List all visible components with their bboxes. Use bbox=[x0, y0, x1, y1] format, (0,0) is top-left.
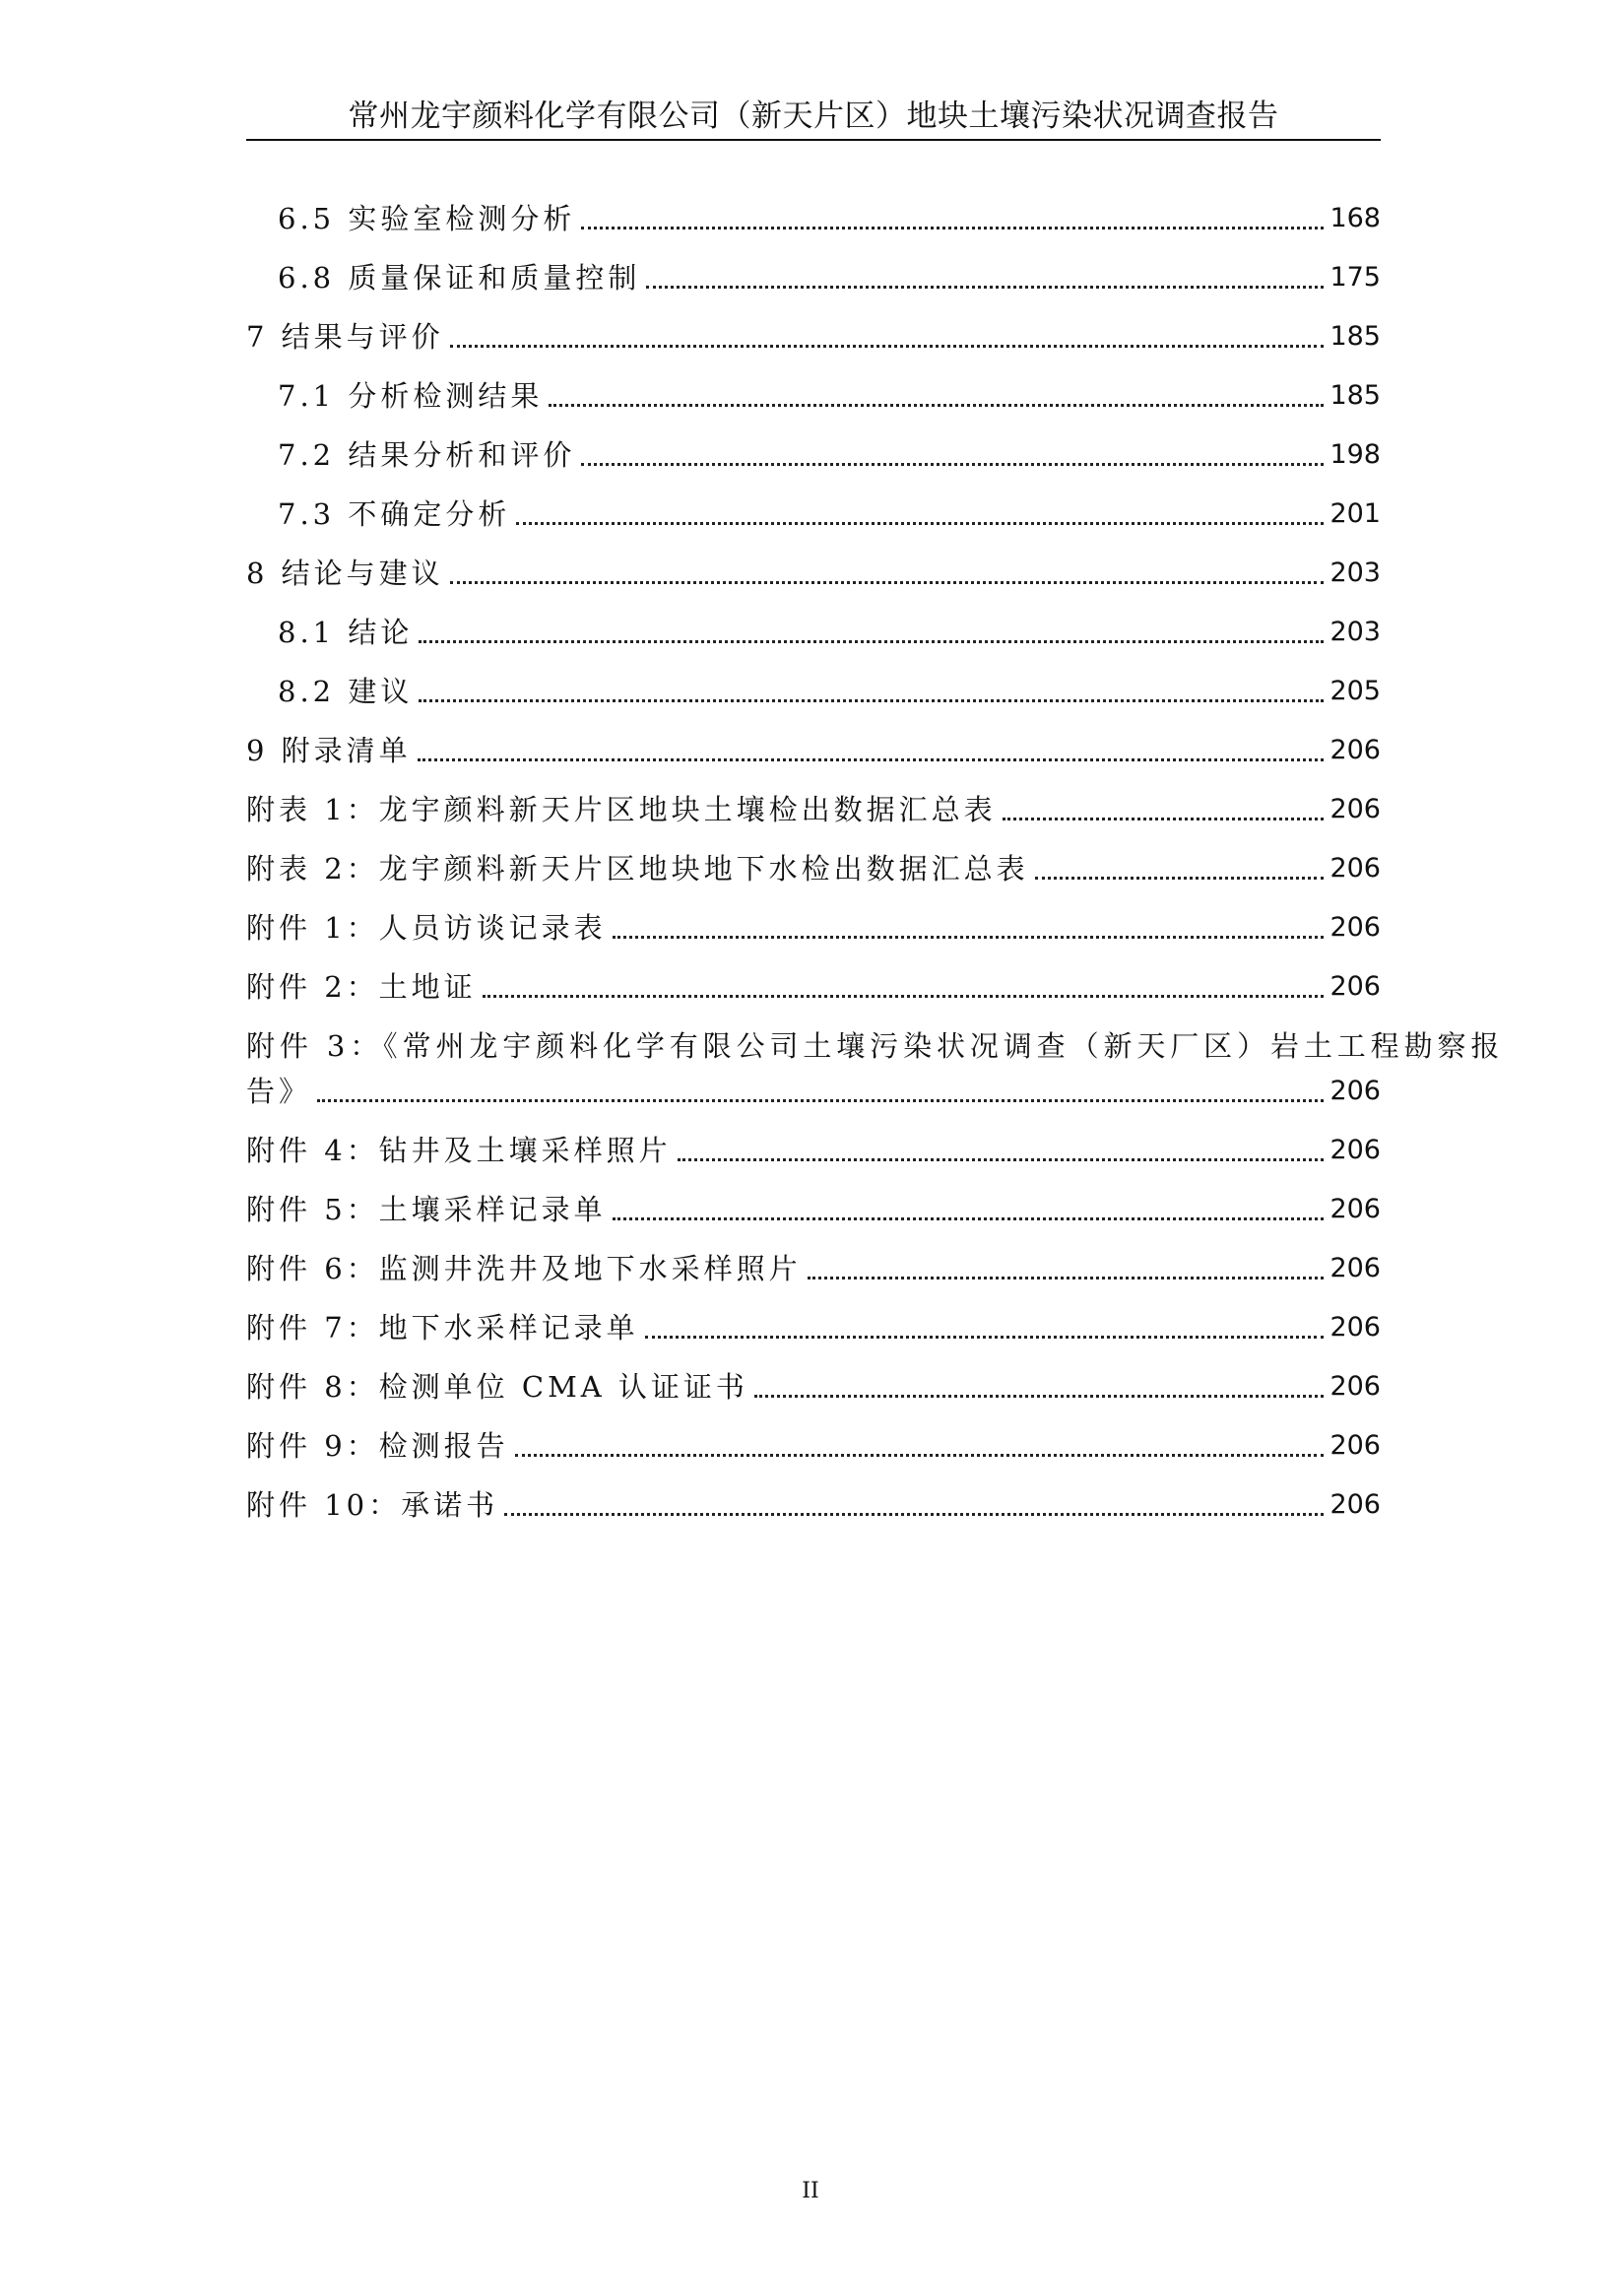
toc-entry-page: 206 bbox=[1329, 912, 1381, 943]
toc-dot-leader bbox=[646, 286, 1324, 289]
toc-entry-label: 附表 2：龙宇颜料新天片区地块地下水检出数据汇总表 bbox=[246, 852, 1029, 886]
toc-entry-label: 6.5 实验室检测分析 bbox=[278, 202, 576, 235]
toc-entry-attachment-6[interactable] bbox=[246, 1247, 1381, 1290]
toc-entry-label: 7.2 结果分析和评价 bbox=[278, 438, 576, 472]
toc-dot-leader bbox=[450, 581, 1325, 584]
toc-entry-label: 8.2 建议 bbox=[278, 675, 414, 708]
toc-dot-leader bbox=[450, 345, 1325, 348]
page-header-title: 常州龙宇颜料化学有限公司（新天片区）地块土壤污染状况调查报告 bbox=[348, 98, 1279, 134]
toc-entry-attachment-9[interactable] bbox=[246, 1424, 1381, 1468]
toc-entry-page: 206 bbox=[1329, 1135, 1381, 1165]
toc-dot-leader bbox=[549, 404, 1324, 407]
toc-entry-page: 203 bbox=[1329, 558, 1381, 588]
toc-entry-label: 附件 10：承诺书 bbox=[246, 1488, 499, 1522]
toc-entry-page: 206 bbox=[1329, 794, 1381, 824]
toc-entry-page: 206 bbox=[1329, 1489, 1381, 1520]
toc-entry-page: 206 bbox=[1329, 735, 1381, 765]
toc-entry-attachment-7[interactable] bbox=[246, 1306, 1381, 1349]
toc-dot-leader bbox=[808, 1277, 1325, 1279]
toc-entry-7-2[interactable] bbox=[278, 433, 1381, 477]
toc-entry-label: 9 附录清单 bbox=[246, 734, 412, 767]
toc-entry-page: 203 bbox=[1329, 617, 1381, 647]
toc-entry-6-5[interactable] bbox=[278, 197, 1381, 240]
toc-entry-page: 205 bbox=[1329, 676, 1381, 706]
toc-entry-label: 附件 6：监测井洗井及地下水采样照片 bbox=[246, 1252, 802, 1285]
toc-entry-label: 附件 2：土地证 bbox=[246, 970, 477, 1004]
toc-dot-leader bbox=[418, 758, 1325, 761]
toc-entry-label: 7.3 不确定分析 bbox=[278, 497, 511, 531]
toc-entry-label: 附件 7：地下水采样记录单 bbox=[246, 1311, 639, 1345]
toc-entry-label: 7.1 分析检测结果 bbox=[278, 379, 544, 413]
toc-dot-leader bbox=[1003, 818, 1325, 820]
toc-entry-attachment-2[interactable] bbox=[246, 965, 1381, 1009]
toc-entry-page: 206 bbox=[1329, 1312, 1381, 1343]
toc-entry-8-2[interactable] bbox=[278, 670, 1381, 713]
toc-entry-page: 206 bbox=[1329, 1194, 1381, 1224]
toc-entry-page: 201 bbox=[1329, 498, 1381, 529]
toc-entry-appendix-table-1[interactable] bbox=[246, 788, 1381, 831]
toc-dot-leader bbox=[613, 936, 1325, 939]
toc-entry-7-1[interactable] bbox=[278, 374, 1381, 418]
toc-entry-8[interactable] bbox=[246, 552, 1381, 595]
toc-entry-attachment-5[interactable] bbox=[246, 1188, 1381, 1231]
toc-entry-label: 附件 9：检测报告 bbox=[246, 1429, 509, 1463]
toc-dot-leader bbox=[504, 1513, 1324, 1516]
toc-entry-page: 185 bbox=[1329, 321, 1381, 352]
table-of-contents bbox=[246, 0, 1505, 1576]
toc-entry-page: 168 bbox=[1329, 203, 1381, 233]
toc-entry-attachment-4[interactable] bbox=[246, 1129, 1381, 1172]
toc-dot-leader bbox=[419, 699, 1324, 702]
toc-dot-leader bbox=[1035, 877, 1325, 880]
toc-entry-attachment-10[interactable] bbox=[246, 1483, 1381, 1527]
toc-entry-label: 告》 bbox=[246, 1075, 312, 1108]
toc-dot-leader bbox=[515, 1454, 1325, 1457]
toc-entry-page: 206 bbox=[1329, 853, 1381, 884]
toc-entry-label: 6.8 质量保证和质量控制 bbox=[278, 261, 641, 295]
toc-entry-attachment-3[interactable] bbox=[246, 1070, 1381, 1113]
toc-entry-attachment-8[interactable] bbox=[246, 1365, 1381, 1409]
toc-entry-attachment-1[interactable] bbox=[246, 906, 1381, 950]
page-number: II bbox=[802, 2179, 819, 2203]
toc-entry-7-3[interactable] bbox=[278, 492, 1381, 536]
toc-entry-label: 附件 8：检测单位 CMA 认证证书 bbox=[246, 1370, 748, 1404]
toc-entry-page: 206 bbox=[1329, 971, 1381, 1002]
toc-entry-6-8[interactable] bbox=[278, 256, 1381, 299]
toc-entry-page: 206 bbox=[1329, 1253, 1381, 1283]
toc-entry-label: 附件 5：土壤采样记录单 bbox=[246, 1193, 607, 1226]
toc-dot-leader bbox=[645, 1336, 1325, 1339]
toc-dot-leader bbox=[678, 1158, 1325, 1161]
toc-entry-page: 198 bbox=[1329, 439, 1381, 470]
toc-dot-leader bbox=[581, 463, 1324, 466]
toc-entry-label: 附件 1：人员访谈记录表 bbox=[246, 911, 607, 945]
toc-dot-leader bbox=[516, 522, 1324, 525]
toc-entry-7[interactable] bbox=[246, 315, 1381, 359]
toc-entry-page: 206 bbox=[1329, 1076, 1381, 1106]
toc-entry-appendix-table-2[interactable] bbox=[246, 847, 1381, 890]
toc-entry-9[interactable] bbox=[246, 729, 1381, 772]
toc-entry-label: 附件 4：钻井及土壤采样照片 bbox=[246, 1134, 672, 1167]
toc-entry-page: 175 bbox=[1329, 262, 1381, 293]
toc-dot-leader bbox=[317, 1099, 1324, 1102]
toc-entry-page: 206 bbox=[1329, 1430, 1381, 1461]
toc-entry-page: 185 bbox=[1329, 380, 1381, 411]
toc-entry-label: 8 结论与建议 bbox=[246, 557, 444, 590]
toc-entry-label: 8.1 结论 bbox=[278, 616, 414, 649]
toc-entry-8-1[interactable] bbox=[278, 611, 1381, 654]
toc-entry-label: 7 结果与评价 bbox=[246, 320, 444, 354]
toc-dot-leader bbox=[483, 995, 1325, 998]
toc-entry-page: 206 bbox=[1329, 1371, 1381, 1402]
toc-dot-leader bbox=[419, 640, 1324, 643]
toc-dot-leader bbox=[754, 1395, 1325, 1398]
toc-entry-label: 附表 1：龙宇颜料新天片区地块土壤检出数据汇总表 bbox=[246, 793, 997, 826]
toc-entry-attachment-3-first-line[interactable]: 附件 3：《常州龙宇颜料化学有限公司土壤污染状况调查（新天厂区）岩土工程勘察报 bbox=[246, 1029, 1505, 1063]
toc-dot-leader bbox=[613, 1217, 1325, 1220]
toc-dot-leader bbox=[581, 227, 1324, 230]
